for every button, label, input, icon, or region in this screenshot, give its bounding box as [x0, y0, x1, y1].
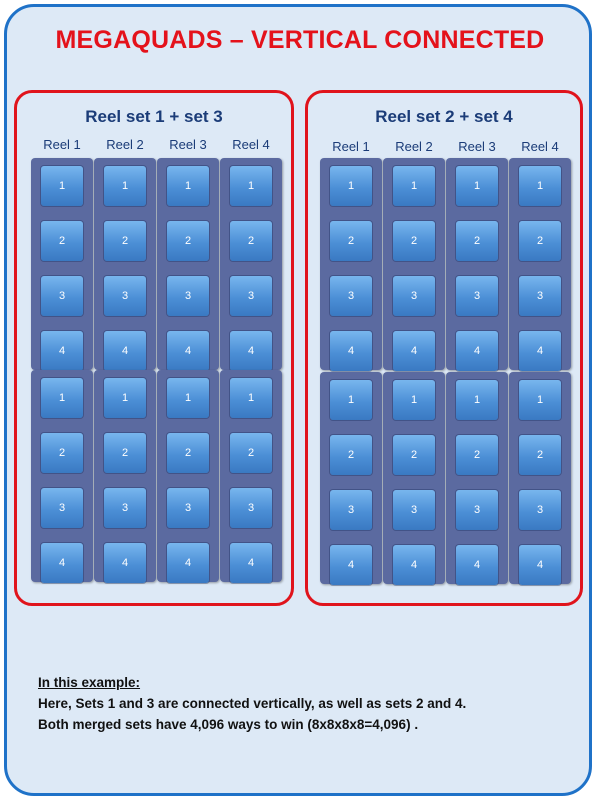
reel-column	[509, 158, 571, 370]
reel-column	[94, 370, 156, 582]
symbol-tile: 2	[104, 221, 146, 261]
symbol-tile: 1	[330, 166, 372, 206]
symbol-tile: 2	[41, 433, 83, 473]
symbol-tile: 2	[230, 221, 272, 261]
note-line-2: Both merged sets have 4,096 ways to win (8x8x8x8=4,096) .	[38, 717, 419, 732]
explanation-note	[38, 672, 578, 735]
reel-label: Reel 2	[106, 137, 144, 152]
symbol-tile: 3	[456, 276, 498, 316]
reel-column	[320, 372, 382, 584]
symbol-tile: 3	[393, 490, 435, 530]
symbol-tile: 4	[330, 545, 372, 585]
symbol-tile: 2	[230, 433, 272, 473]
reel-column	[31, 158, 93, 370]
reel-label: Reel 2	[395, 139, 433, 154]
symbol-tile: 1	[41, 378, 83, 418]
symbol-tile: 1	[230, 166, 272, 206]
symbol-tile: 1	[167, 166, 209, 206]
group-title: Reel set 1 + set 3	[85, 107, 223, 126]
symbol-tile: 3	[393, 276, 435, 316]
symbol-tile: 2	[519, 221, 561, 261]
symbol-tile: 2	[456, 435, 498, 475]
symbol-tile: 1	[456, 380, 498, 420]
symbol-tile: 4	[230, 331, 272, 371]
reel-column	[446, 372, 508, 584]
reel-label: Reel 1	[332, 139, 370, 154]
symbol-tile: 2	[167, 433, 209, 473]
symbol-tile: 2	[104, 433, 146, 473]
reel-column	[157, 370, 219, 582]
symbol-tile: 1	[330, 380, 372, 420]
symbol-tile: 3	[230, 488, 272, 528]
symbol-tile: 3	[167, 276, 209, 316]
symbol-tile: 2	[393, 221, 435, 261]
symbol-tile: 2	[330, 435, 372, 475]
symbol-tile: 3	[456, 490, 498, 530]
symbol-tile: 3	[104, 276, 146, 316]
symbol-tile: 1	[104, 378, 146, 418]
symbol-tile: 3	[41, 488, 83, 528]
symbol-tile: 2	[393, 435, 435, 475]
reel-column	[383, 158, 445, 370]
note-heading: In this example:	[38, 675, 141, 690]
symbol-tile: 1	[456, 166, 498, 206]
symbol-tile: 4	[104, 331, 146, 371]
symbol-tile: 4	[456, 331, 498, 371]
symbol-tile: 4	[41, 331, 83, 371]
symbol-tile: 4	[41, 543, 83, 583]
reel-column	[157, 158, 219, 370]
group-title: Reel set 2 + set 4	[375, 107, 513, 126]
symbol-tile: 4	[456, 545, 498, 585]
symbol-tile: 2	[456, 221, 498, 261]
reel-column	[94, 158, 156, 370]
symbol-tile: 4	[519, 331, 561, 371]
symbol-tile: 3	[104, 488, 146, 528]
reel-label: Reel 3	[458, 139, 496, 154]
symbol-tile: 1	[393, 380, 435, 420]
reel-column	[509, 372, 571, 584]
symbol-tile: 4	[519, 545, 561, 585]
symbol-tile: 4	[330, 331, 372, 371]
symbol-tile: 4	[104, 543, 146, 583]
reel-column	[446, 158, 508, 370]
symbol-tile: 2	[167, 221, 209, 261]
symbol-tile: 3	[167, 488, 209, 528]
symbol-tile: 2	[330, 221, 372, 261]
symbol-tile: 1	[519, 166, 561, 206]
reel-column	[220, 158, 282, 370]
symbol-tile: 4	[393, 331, 435, 371]
symbol-tile: 1	[230, 378, 272, 418]
reel-column	[383, 372, 445, 584]
reel-label: Reel 1	[43, 137, 81, 152]
symbol-tile: 2	[41, 221, 83, 261]
symbol-tile: 1	[167, 378, 209, 418]
symbol-tile: 1	[519, 380, 561, 420]
reel-label: Reel 3	[169, 137, 207, 152]
symbol-tile: 2	[519, 435, 561, 475]
symbol-tile: 1	[393, 166, 435, 206]
symbol-tile: 3	[330, 276, 372, 316]
symbol-tile: 3	[519, 276, 561, 316]
symbol-tile: 3	[519, 490, 561, 530]
reel-column	[220, 370, 282, 582]
symbol-tile: 1	[104, 166, 146, 206]
symbol-tile: 3	[41, 276, 83, 316]
symbol-tile: 4	[393, 545, 435, 585]
symbol-tile: 1	[41, 166, 83, 206]
reel-column	[31, 370, 93, 582]
symbol-tile: 4	[167, 331, 209, 371]
page-title: MEGAQUADS – VERTICAL CONNECTED	[55, 26, 545, 54]
reel-label: Reel 4	[232, 137, 270, 152]
symbol-tile: 4	[230, 543, 272, 583]
symbol-tile: 3	[230, 276, 272, 316]
reel-label: Reel 4	[521, 139, 559, 154]
note-line-1: Here, Sets 1 and 3 are connected vertically, as well as sets 2 and 4.	[38, 696, 467, 711]
reel-column	[320, 158, 382, 370]
symbol-tile: 4	[167, 543, 209, 583]
symbol-tile: 3	[330, 490, 372, 530]
